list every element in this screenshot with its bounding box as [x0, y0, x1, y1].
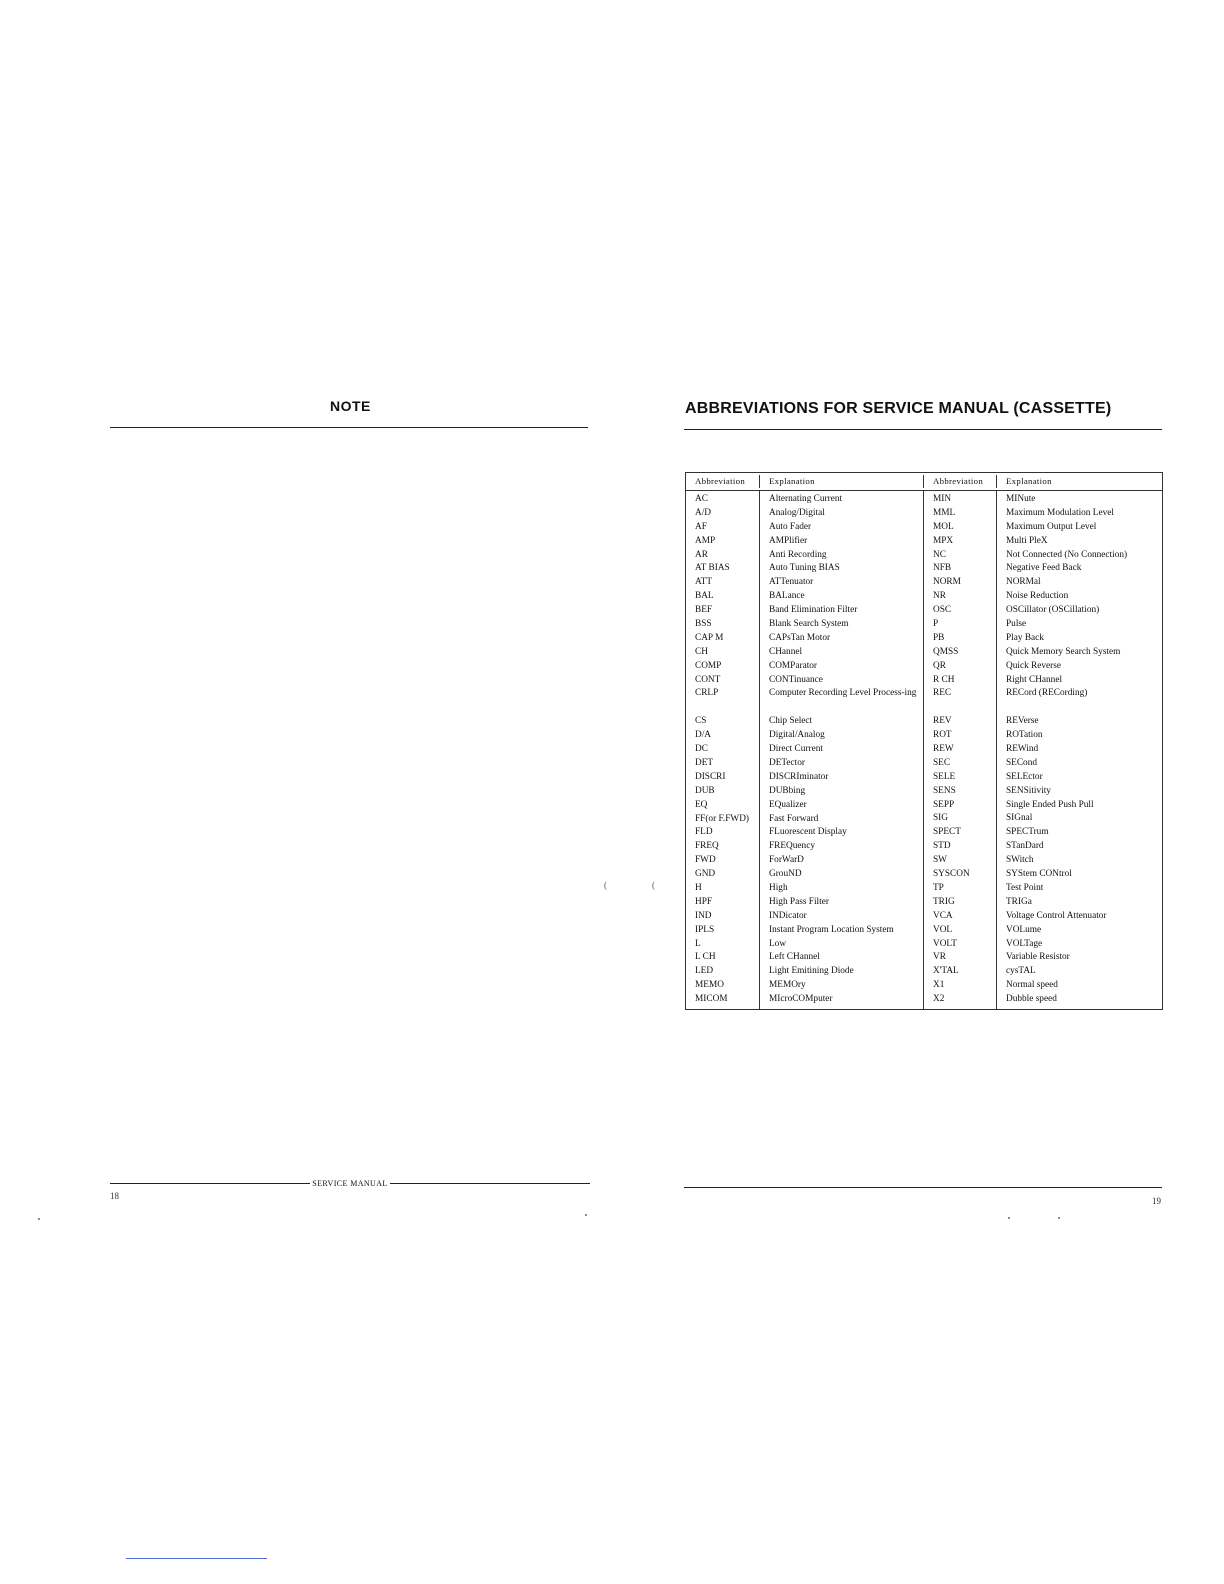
- table-cell: NR: [933, 591, 946, 602]
- table-cell: FREQ: [695, 841, 719, 852]
- table-cell: ROT: [933, 730, 952, 741]
- table-cell: TRIG: [933, 896, 955, 907]
- table-cell: SELEctor: [1006, 771, 1043, 782]
- table-cell: GrouND: [769, 869, 802, 880]
- table-cell: DISCRI: [695, 771, 726, 782]
- table-cell: SEPP: [933, 799, 955, 810]
- table-cell: Auto Fader: [769, 521, 812, 532]
- table-cell: FWD: [695, 855, 716, 866]
- table-cell: DC: [695, 744, 708, 755]
- table-cell: FLuorescent Display: [769, 827, 847, 838]
- table-cell: VR: [933, 952, 946, 963]
- table-cell: AC: [695, 494, 708, 504]
- table-cell: Single Ended Push Pull: [1006, 799, 1094, 810]
- abbreviations-title: ABBREVIATIONS FOR SERVICE MANUAL (CASSETTE): [685, 400, 1112, 417]
- table-cell: FLD: [695, 827, 713, 838]
- table-cell: Variable Resistor: [1006, 952, 1070, 963]
- scan-speck: [1008, 1217, 1010, 1219]
- table-cell: TP: [933, 882, 944, 893]
- table-cell: DUB: [695, 785, 715, 796]
- table-cell: BALance: [769, 591, 805, 602]
- table-cell: FREQuency: [769, 841, 815, 852]
- table-cell: NORMal: [1006, 577, 1041, 588]
- table-cell: QR: [933, 660, 946, 671]
- table-cell: MICOM: [695, 994, 728, 1005]
- table-cell: SELE: [933, 771, 956, 782]
- table-cell: H: [695, 882, 702, 893]
- table-cell: INDicator: [769, 910, 807, 921]
- scan-speck: [1058, 1217, 1060, 1219]
- table-cell: Left CHannel: [769, 952, 820, 963]
- left-footer: [110, 1175, 590, 1191]
- table-cell: Direct Current: [769, 744, 823, 755]
- header-explanation: Explanation: [1006, 475, 1052, 486]
- table-cell: SWitch: [1006, 855, 1034, 866]
- gutter-mark: (: [604, 880, 607, 890]
- table-cell: IPLS: [695, 924, 715, 935]
- table-cell: ForWarD: [769, 855, 804, 866]
- table-cell: DETector: [769, 757, 806, 768]
- table-cell: SECond: [1006, 757, 1037, 768]
- table-body: [686, 491, 1162, 1009]
- table-cell: IND: [695, 910, 712, 921]
- table-cell: Noise Reduction: [1006, 591, 1069, 602]
- table-cell: BAL: [695, 591, 714, 602]
- table-cell: AMP: [695, 535, 716, 546]
- table-cell: Dubble speed: [1006, 994, 1057, 1005]
- table-cell: Test Point: [1006, 882, 1044, 893]
- header-abbreviation: Abbreviation: [924, 475, 997, 489]
- table-cell: Instant Program Location System: [769, 924, 894, 935]
- table-cell: NFB: [933, 563, 952, 574]
- table-cell: VOLume: [1006, 924, 1042, 935]
- table-cell: MPX: [933, 535, 954, 546]
- table-cell: MINute: [1006, 494, 1036, 504]
- right-page-number: 19: [1152, 1196, 1161, 1206]
- table-cell: D/A: [695, 730, 712, 741]
- table-cell: EQ: [695, 799, 708, 810]
- table-cell: VOL: [933, 924, 953, 935]
- right-footer-rule: [684, 1187, 1162, 1188]
- table-cell: MEMO: [695, 980, 724, 991]
- table-cell: SEC: [933, 757, 951, 768]
- table-cell: OSCillator (OSCillation): [1006, 605, 1100, 616]
- table-cell: High Pass Filter: [769, 896, 829, 907]
- gutter-mark: (: [652, 880, 655, 890]
- left-abbreviation-column: [686, 491, 760, 1009]
- table-cell: CRLP: [695, 688, 719, 699]
- table-cell: SPECTrum: [1006, 827, 1049, 838]
- table-cell: SW: [933, 855, 947, 866]
- footer-label: SERVICE MANUAL: [312, 1178, 388, 1188]
- table-cell: Band Elimination Filter: [769, 605, 858, 616]
- table-cell: Multi PleX: [1006, 535, 1048, 546]
- table-cell: Maximum Output Level: [1006, 521, 1097, 532]
- table-cell: COMParator: [769, 660, 818, 671]
- table-cell: MML: [933, 507, 956, 518]
- table-cell: VCA: [933, 910, 953, 921]
- table-cell: MOL: [933, 521, 954, 532]
- table-cell: RECord (RECording): [1006, 688, 1088, 699]
- table-cell: Maximum Modulation Level: [1006, 507, 1114, 518]
- table-cell: X1: [933, 980, 945, 991]
- table-cell: TRIGa: [1006, 896, 1032, 907]
- table-cell: QMSS: [933, 646, 959, 657]
- table-cell: STanDard: [1006, 841, 1044, 852]
- note-title-rule: [110, 427, 588, 428]
- table-cell: R CH: [933, 674, 955, 685]
- table-cell: SYSCON: [933, 869, 970, 880]
- table-cell: CS: [695, 716, 707, 727]
- table-cell: DET: [695, 757, 714, 768]
- table-cell: Voltage Control Attenuator: [1006, 910, 1107, 921]
- table-cell: MIN: [933, 494, 952, 504]
- table-cell: AMPlifier: [769, 535, 808, 546]
- table-cell: Light Emitining Diode: [769, 966, 854, 977]
- table-cell: CAPsTan Motor: [769, 632, 831, 643]
- table-cell: A/D: [695, 507, 712, 518]
- scan-speck: [585, 1214, 587, 1216]
- table-cell: REVerse: [1006, 716, 1039, 727]
- table-cell: Not Connected (No Connection): [1006, 549, 1128, 560]
- table-cell: High: [769, 882, 788, 893]
- table-cell: CONT: [695, 674, 721, 685]
- table-cell: SIGnal: [1006, 813, 1033, 824]
- table-cell: PB: [933, 632, 945, 643]
- table-cell: X2: [933, 994, 945, 1005]
- table-cell: L CH: [695, 952, 716, 963]
- table-cell: [933, 701, 996, 715]
- table-cell: REV: [933, 716, 952, 727]
- table-cell: Play Back: [1006, 632, 1044, 643]
- header-explanation: Explanation: [760, 475, 924, 489]
- table-cell: FF(or F.FWD): [695, 813, 750, 824]
- table-cell: SYStem CONtrol: [1006, 869, 1072, 880]
- table-cell: STD: [933, 841, 951, 852]
- table-cell: Auto Tuning BIAS: [769, 563, 840, 574]
- table-cell: CH: [695, 646, 708, 657]
- table-cell: REWind: [1006, 744, 1039, 755]
- table-cell: SIG: [933, 813, 948, 824]
- table-cell: [1006, 701, 1162, 715]
- table-cell: COMP: [695, 660, 722, 671]
- table-cell: ATT: [695, 577, 713, 588]
- table-cell: NC: [933, 549, 946, 560]
- table-cell: CONTinuance: [769, 674, 823, 685]
- table-cell: CAP M: [695, 632, 724, 643]
- table-cell: NORM: [933, 577, 961, 588]
- table-cell: Alternating Current: [769, 494, 843, 504]
- right-abbreviation-column: [924, 491, 997, 1009]
- table-cell: Fast Forward: [769, 813, 819, 824]
- table-cell: BSS: [695, 619, 712, 630]
- table-cell: HPF: [695, 896, 713, 907]
- table-cell: CHannel: [769, 646, 803, 657]
- table-cell: REC: [933, 688, 952, 699]
- blue-underline-artifact: [126, 1558, 267, 1559]
- left-explanation-column: [760, 491, 924, 1009]
- table-cell: SPECT: [933, 827, 961, 838]
- table-cell: MEMOry: [769, 980, 806, 991]
- table-cell: Computer Recording Level Process-ing: [769, 688, 917, 699]
- table-cell: P: [933, 619, 939, 630]
- left-page-number: 18: [110, 1191, 119, 1201]
- table-cell: Analog/Digital: [769, 507, 825, 518]
- right-explanation-column: [997, 491, 1162, 1009]
- note-title: NOTE: [330, 398, 371, 414]
- table-cell: L: [695, 938, 701, 949]
- table-cell: ROTation: [1006, 730, 1043, 741]
- table-cell: AF: [695, 521, 707, 532]
- table-cell: SENS: [933, 785, 956, 796]
- table-cell: SENSitivity: [1006, 785, 1051, 796]
- table-cell: Chip Select: [769, 716, 813, 727]
- table-cell: AR: [695, 549, 708, 560]
- table-cell: X'TAL: [933, 966, 959, 977]
- table-cell: EQualizer: [769, 799, 807, 810]
- table-cell: MIcroCOMputer: [769, 994, 833, 1005]
- table-cell: REW: [933, 744, 954, 755]
- table-header-row: [686, 473, 1162, 491]
- table-cell: Negative Feed Back: [1006, 563, 1082, 574]
- table-cell: Quick Memory Search System: [1006, 646, 1121, 657]
- abbreviations-table: [685, 472, 1163, 1010]
- scan-speck: [38, 1218, 40, 1220]
- table-cell: Low: [769, 938, 787, 949]
- table-cell: Anti Recording: [769, 549, 827, 560]
- table-cell: DUBbing: [769, 785, 806, 796]
- table-cell: BEF: [695, 605, 713, 616]
- table-cell: Quick Reverse: [1006, 660, 1061, 671]
- table-cell: Right CHannel: [1006, 674, 1063, 685]
- table-cell: AT BIAS: [695, 563, 730, 574]
- abbreviations-title-rule: [684, 429, 1162, 430]
- table-cell: DISCRIminator: [769, 771, 829, 782]
- table-cell: Digital/Analog: [769, 730, 825, 741]
- table-cell: Pulse: [1006, 619, 1027, 630]
- table-cell: Normal speed: [1006, 980, 1058, 991]
- table-cell: ATTenuator: [769, 577, 814, 588]
- table-cell: GND: [695, 869, 716, 880]
- footer-rule-right: [390, 1183, 590, 1184]
- table-cell: cysTAL: [1006, 966, 1036, 977]
- table-cell: OSC: [933, 605, 952, 616]
- footer-rule-left: [110, 1183, 310, 1184]
- table-cell: LED: [695, 966, 714, 977]
- table-cell: Blank Search System: [769, 619, 849, 630]
- table-cell: VOLTage: [1006, 938, 1043, 949]
- header-abbreviation: Abbreviation: [686, 475, 760, 489]
- table-cell: VOLT: [933, 938, 957, 949]
